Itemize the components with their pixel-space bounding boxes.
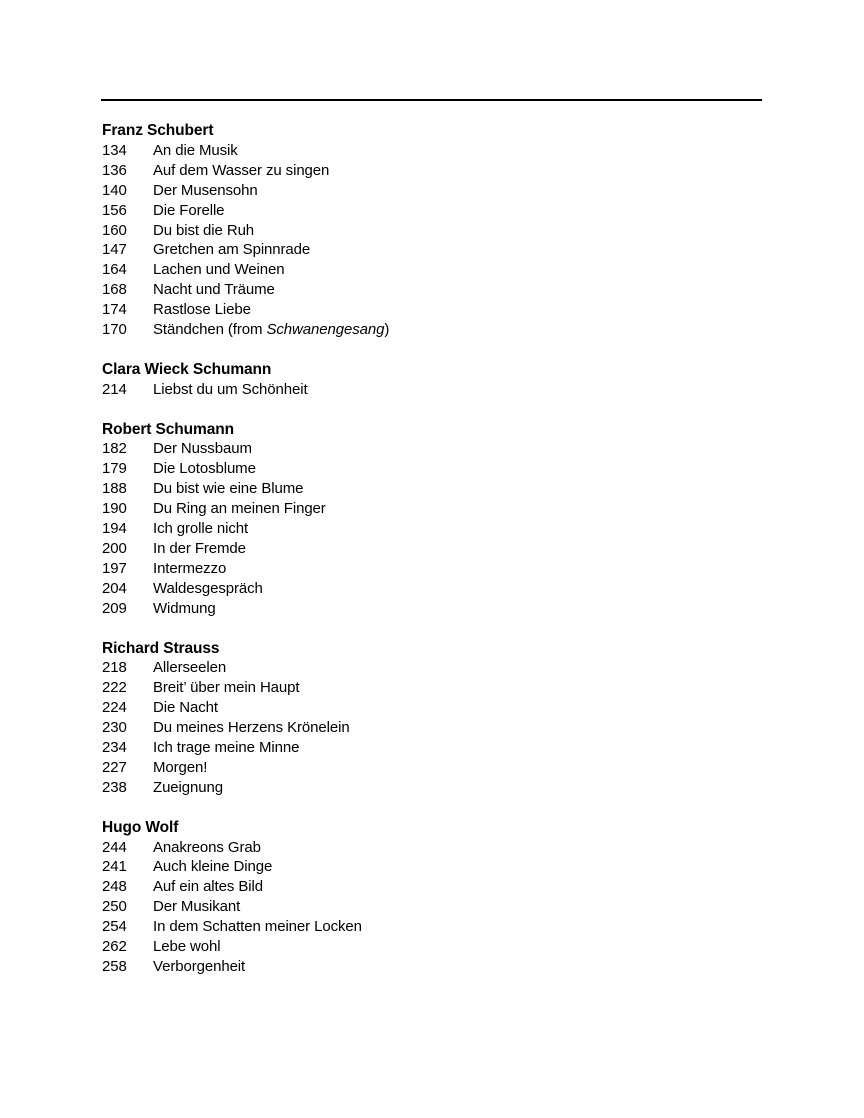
toc-entry: [102, 240, 762, 260]
song-title: Ständchen (from Schwanengesang): [153, 321, 390, 339]
song-title: Anakreons Grab: [153, 838, 261, 856]
page-number: 227: [102, 758, 127, 776]
toc-entry: [102, 559, 762, 579]
toc-entry: [102, 320, 762, 340]
composer-section: [102, 121, 762, 340]
toc-entry: [102, 519, 762, 539]
song-title: Du meines Herzens Krönelein: [153, 719, 350, 737]
song-title: Rastlose Liebe: [153, 301, 251, 319]
page-number: 190: [102, 500, 127, 518]
toc-entry: [102, 280, 762, 300]
page-number: 168: [102, 281, 127, 299]
toc-entry: [102, 221, 762, 241]
song-title: Du Ring an meinen Finger: [153, 500, 326, 518]
page-number: 224: [102, 699, 127, 717]
page-number: 140: [102, 181, 127, 199]
song-title: Morgen!: [153, 758, 208, 776]
toc-entry: [102, 698, 762, 718]
toc-entry: [102, 778, 762, 798]
song-title: Der Musikant: [153, 898, 241, 916]
page-number: 200: [102, 540, 127, 557]
top-rule: [101, 99, 762, 101]
song-title: Lebe wohl: [153, 938, 221, 956]
song-title: Ich grolle nicht: [153, 520, 249, 538]
page-number: 197: [102, 559, 127, 577]
toc-entry: [102, 857, 762, 877]
page-number: 174: [102, 301, 127, 319]
song-title: Auf dem Wasser zu singen: [153, 161, 330, 179]
toc-entry: [102, 499, 762, 519]
song-title: Waldesgespräch: [153, 579, 263, 597]
toc-entry: [102, 599, 762, 619]
page-number: 194: [102, 520, 127, 538]
composer-section: [102, 360, 762, 400]
composer-name: Robert Schumann: [102, 420, 234, 438]
page-number: 250: [102, 898, 127, 916]
toc-entry: [102, 658, 762, 678]
toc-entry: [102, 718, 762, 738]
song-title: Nacht und Träume: [153, 281, 275, 299]
page-number: 179: [102, 460, 127, 478]
song-title: Allerseelen: [153, 659, 227, 677]
song-title: Die Forelle: [153, 201, 225, 219]
toc-entry: [102, 539, 762, 559]
song-title: Zueignung: [153, 778, 223, 796]
song-title: In der Fremde: [153, 540, 246, 557]
song-title: Ich trage meine Minne: [153, 739, 300, 757]
page-number: 209: [102, 599, 127, 617]
composer-section: [102, 639, 762, 798]
toc-entry: [102, 917, 762, 937]
page-number: 170: [102, 321, 127, 339]
page-number: 156: [102, 201, 127, 219]
song-title: Gretchen am Spinnrade: [153, 241, 311, 259]
toc-entry: [102, 380, 762, 400]
toc-entry: [102, 479, 762, 499]
composer-section: [102, 420, 762, 619]
page-number: 214: [102, 380, 127, 398]
composer-name: Richard Strauss: [102, 639, 220, 657]
page-number: 262: [102, 938, 127, 956]
song-title: Verborgenheit: [153, 958, 246, 975]
song-title: Breit’ über mein Haupt: [153, 679, 300, 697]
toc-entry: [102, 738, 762, 758]
song-title: Der Nussbaum: [153, 440, 252, 458]
composer-name: Clara Wieck Schumann: [102, 360, 272, 378]
song-title: Intermezzo: [153, 559, 227, 577]
song-title: Auch kleine Dinge: [153, 858, 273, 876]
toc-entry: [102, 957, 762, 977]
page-number: 258: [102, 958, 127, 975]
song-title: Du bist wie eine Blume: [153, 480, 304, 498]
song-title: Die Lotosblume: [153, 460, 256, 478]
page-number: 230: [102, 719, 127, 737]
toc-entry: [102, 459, 762, 479]
song-title: An die Musik: [153, 141, 238, 159]
toc-entry: [102, 300, 762, 320]
page-number: 234: [102, 739, 127, 757]
composer-section: [102, 818, 762, 977]
toc-entry: [102, 161, 762, 181]
toc-entry: [102, 758, 762, 778]
page-number: 241: [102, 858, 127, 876]
song-title: Du bist die Ruh: [153, 221, 255, 239]
toc-entry: [102, 181, 762, 201]
toc-entry: [102, 838, 762, 858]
composer-name: Hugo Wolf: [102, 818, 179, 836]
song-title: Die Nacht: [153, 699, 218, 717]
toc-entry: [102, 201, 762, 221]
song-title-italic: Schwanengesang: [266, 321, 385, 339]
toc-entry: [102, 897, 762, 917]
toc-entry: [102, 439, 762, 459]
page-number: 134: [102, 141, 127, 159]
toc-entry: [102, 579, 762, 599]
page-number: 204: [102, 579, 127, 597]
song-title: Widmung: [153, 599, 216, 617]
toc-entry: [102, 678, 762, 698]
song-title: Liebst du um Schönheit: [153, 380, 308, 398]
composer-name: Franz Schubert: [102, 122, 214, 139]
page-number: 244: [102, 838, 127, 856]
page-number: 188: [102, 480, 127, 498]
page-number: 248: [102, 878, 127, 896]
page-number: 254: [102, 918, 127, 936]
page-number: 147: [102, 241, 127, 259]
page-number: 136: [102, 161, 127, 179]
toc-entry: [102, 937, 762, 957]
page-number: 222: [102, 679, 127, 697]
page-number: 218: [102, 659, 127, 677]
page-number: 160: [102, 221, 127, 239]
toc-list: [102, 121, 762, 977]
toc-entry: [102, 877, 762, 897]
song-title: Lachen und Weinen: [153, 261, 285, 279]
song-title: Der Musensohn: [153, 181, 258, 199]
song-title: Auf ein altes Bild: [153, 878, 263, 896]
page-number: 164: [102, 261, 127, 279]
page-number: 182: [102, 440, 127, 458]
song-title: In dem Schatten meiner Locken: [153, 918, 362, 936]
page-number: 238: [102, 778, 127, 796]
toc-entry: [102, 260, 762, 280]
toc-entry: [102, 141, 762, 161]
